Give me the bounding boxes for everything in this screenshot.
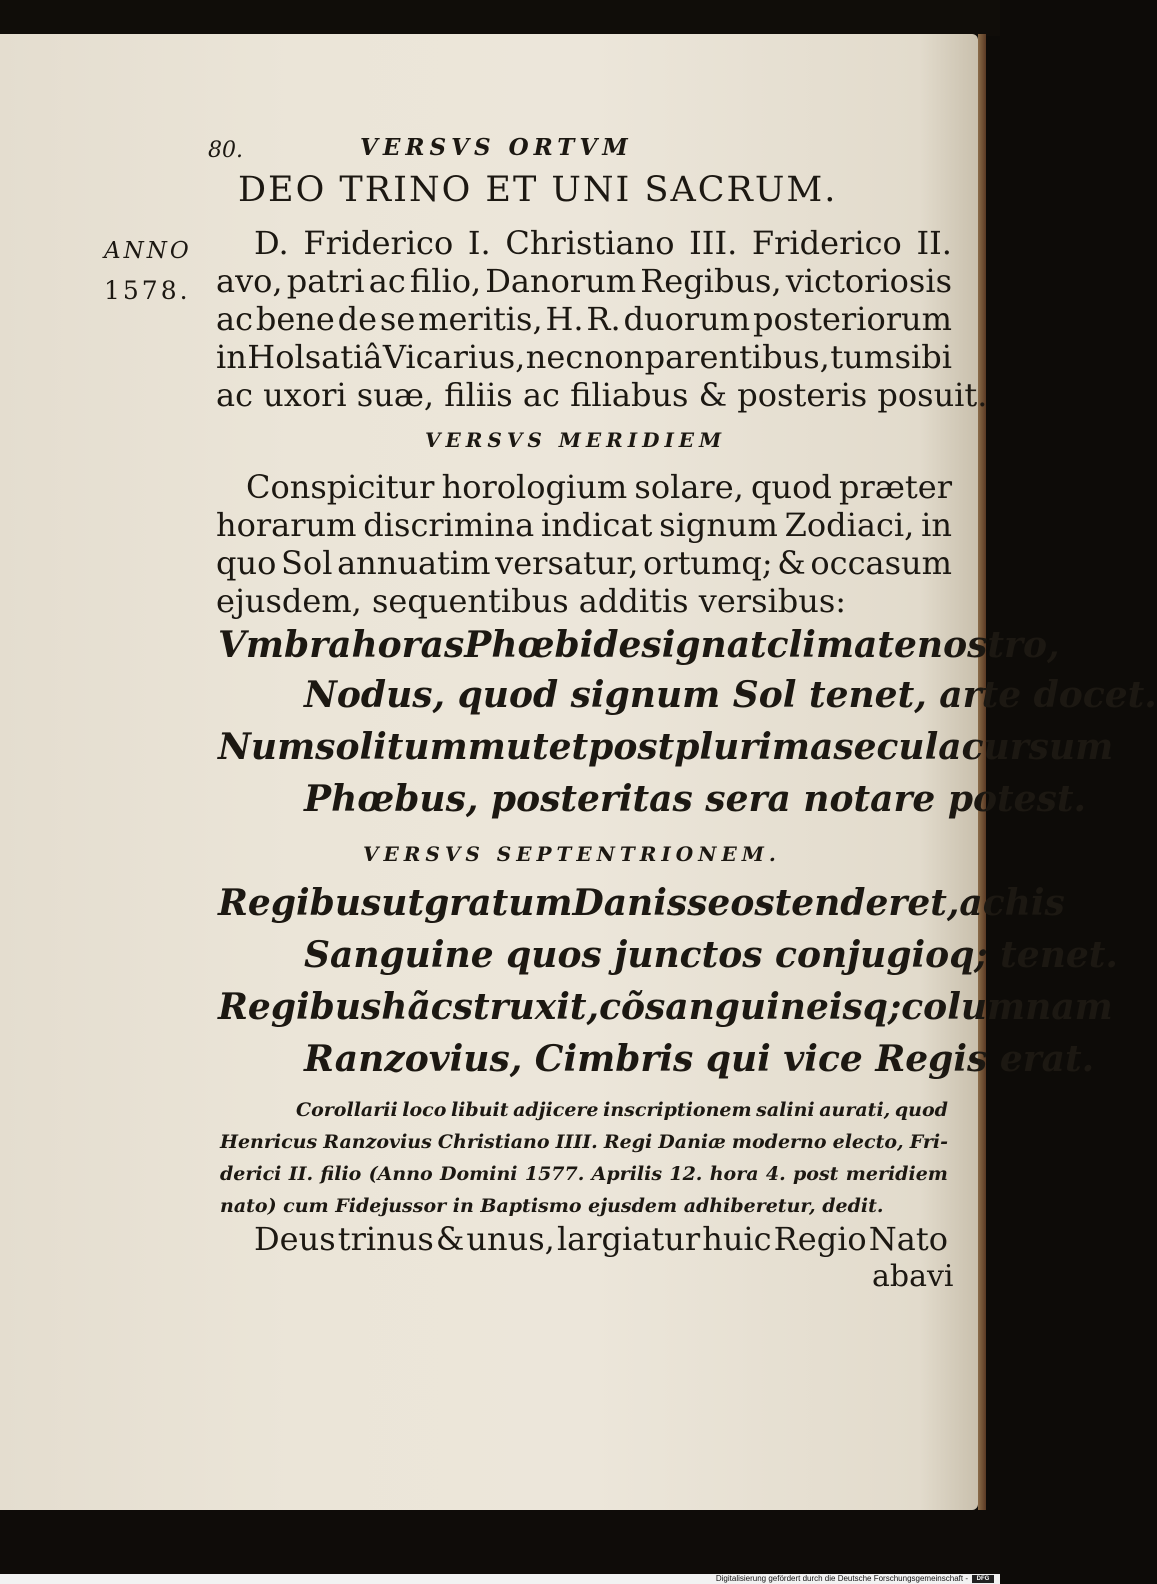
word: Nato [868, 1220, 948, 1258]
word: patri [286, 262, 365, 300]
word: discrimina [363, 506, 535, 544]
word: se [379, 300, 416, 338]
word: struxit, [452, 986, 600, 1028]
word: salini [756, 1099, 815, 1121]
word: derici [220, 1163, 282, 1185]
inscription-line [216, 338, 952, 376]
word: Friderico [751, 224, 902, 262]
word: D. [254, 224, 289, 262]
word: R. [586, 300, 621, 338]
word: II. [916, 224, 952, 262]
word: aurati, [819, 1099, 891, 1121]
word: quod [894, 1099, 948, 1121]
verse-line: Sanguine quos junctos conjugioq; tenet. [304, 934, 1118, 976]
word: duorum [623, 300, 751, 338]
word: ut [381, 882, 425, 924]
word: quo [216, 544, 277, 582]
word: & [777, 544, 806, 582]
word: quod [751, 468, 832, 506]
word: Danorum [485, 262, 637, 300]
word: ortumq; [643, 544, 773, 582]
word: loco [402, 1099, 447, 1121]
word: meritis, [418, 300, 543, 338]
footer-credit: Digitalisierung gefördert durch die Deutsche Forschungsgemeinschaft - [715, 1574, 968, 1583]
word: solare, [634, 468, 744, 506]
word: Aprilis [591, 1163, 663, 1185]
verse-line [218, 726, 1114, 768]
word: Sol [281, 544, 333, 582]
verse-line: Nodus, quod signum Sol tenet, arte docet. [304, 674, 1157, 716]
inscription-line [216, 300, 952, 338]
word: Regibus, [640, 262, 782, 300]
word: Daniæ [658, 1131, 726, 1153]
word: huic [702, 1220, 772, 1258]
word: III. [689, 224, 738, 262]
word: in [921, 506, 952, 544]
word: se [687, 882, 731, 924]
inscription-line [254, 224, 952, 262]
verse-line [218, 882, 1065, 924]
word: occasum [810, 544, 952, 582]
word: præter [839, 468, 952, 506]
word: solitum [315, 726, 468, 768]
note-line [220, 1158, 948, 1190]
word: bene [255, 300, 335, 338]
body-line [216, 544, 952, 582]
word: Ranzovius [323, 1131, 432, 1153]
word: Phœbi [464, 624, 594, 666]
word: designat [593, 624, 767, 666]
word: ostenderet, [730, 882, 960, 924]
word: Zodiaci, [784, 506, 915, 544]
word: & [435, 1220, 465, 1258]
word: Num [218, 726, 316, 768]
page-number: 80. [208, 138, 243, 163]
word: meridiem [845, 1163, 948, 1185]
word: filio [320, 1163, 362, 1185]
word: 4. [765, 1163, 786, 1185]
inscription-line [216, 262, 952, 300]
page-edge [978, 34, 986, 1510]
word: Henricus [220, 1131, 318, 1153]
word: Conspicitur [246, 468, 435, 506]
word: versatur, [495, 544, 639, 582]
word: ac [368, 262, 406, 300]
word: hãc [381, 986, 453, 1028]
running-head: VERSVS ORTVM [360, 134, 633, 161]
word: moderno [731, 1131, 827, 1153]
word: indicat [540, 506, 653, 544]
word: avo, [216, 262, 283, 300]
word: horas [351, 624, 465, 666]
word: H. [545, 300, 584, 338]
word: tum [830, 338, 895, 376]
word: nec [525, 338, 584, 376]
word: cursum [961, 726, 1114, 768]
word: unus, [466, 1220, 555, 1258]
word: horologium [441, 468, 628, 506]
word: Friderico [303, 224, 454, 262]
word: mutet [467, 726, 589, 768]
body-line [246, 468, 952, 506]
word: Christiano [437, 1131, 550, 1153]
word: Holsatiâ [247, 338, 383, 376]
word: plurima [674, 726, 834, 768]
scan-top-border [0, 0, 1000, 36]
word: columnam [901, 986, 1113, 1028]
catchword: abavi [872, 1259, 954, 1294]
word: filio, [409, 262, 482, 300]
verse-line: Ranzovius, Cimbris qui vice Regis erat. [304, 1038, 1095, 1080]
body-line: ejusdem, sequentibus additis versibus: [216, 582, 847, 620]
word: non [583, 338, 645, 376]
closing-line [254, 1220, 948, 1258]
note-line: nato) cum Fidejussor in Baptismo ejusdem adhiberetur, dedit. [220, 1195, 884, 1217]
note-line [296, 1094, 948, 1126]
word: gratum [424, 882, 573, 924]
word: Regibus [218, 882, 382, 924]
word: IIII. [555, 1131, 598, 1153]
word: climate [766, 624, 917, 666]
word: Regibus [218, 986, 382, 1028]
word: annuatim [337, 544, 491, 582]
scan-bottom-border [0, 1510, 1000, 1574]
word: de [337, 300, 378, 338]
word: trinus [337, 1220, 434, 1258]
word: sibi [894, 338, 952, 376]
inscription-line: ac uxori suæ, filiis ac filiabus & posteris posuit. [216, 376, 988, 414]
word: Corollarii [296, 1099, 398, 1121]
word: in [216, 338, 247, 376]
word: cõsanguineisq; [599, 986, 902, 1028]
word: largiatur [556, 1220, 701, 1258]
word: post [588, 726, 675, 768]
word: nostro, [916, 624, 1060, 666]
verse-line [218, 986, 1113, 1028]
word: inscriptionem [603, 1099, 752, 1121]
verse-line: Phœbus, posteritas sera notare potest. [304, 778, 1086, 820]
margin-note-year: 1578. [104, 276, 191, 305]
note-line [220, 1126, 948, 1158]
body-line [216, 506, 952, 544]
word: electo, [832, 1131, 904, 1153]
word: Danis [572, 882, 688, 924]
word: (Anno [368, 1163, 433, 1185]
word: I. [467, 224, 491, 262]
word: ac [216, 300, 253, 338]
word: Domini [440, 1163, 518, 1185]
word: Fri- [909, 1131, 948, 1153]
word: adjicere [513, 1099, 599, 1121]
word: 12. [669, 1163, 703, 1185]
word: secula [833, 726, 962, 768]
word: 1577. [524, 1163, 585, 1185]
word: horarum [216, 506, 357, 544]
dfg-logo: DFG [972, 1575, 994, 1583]
word: Christiano [505, 224, 675, 262]
word: hora [709, 1163, 759, 1185]
section-heading-meridiem: VERSVS MERIDIEM [425, 428, 727, 452]
word: signum [659, 506, 778, 544]
word: his [1004, 882, 1065, 924]
verse-line [218, 624, 1060, 666]
word: II. [288, 1163, 314, 1185]
word: Regi [603, 1131, 653, 1153]
word: ac [959, 882, 1005, 924]
section-heading-septentrionem: VERSVS SEPTENTRIONEM. [363, 842, 781, 866]
word: Deus [254, 1220, 336, 1258]
word: libuit [450, 1099, 509, 1121]
word: Vmbra [218, 624, 352, 666]
page-title: DEO TRINO ET UNI SACRUM. [238, 170, 838, 210]
word: Vicarius, [382, 338, 526, 376]
word: victoriosis [785, 262, 952, 300]
word: posteriorum [752, 300, 952, 338]
word: post [793, 1163, 839, 1185]
word: parentibus, [644, 338, 830, 376]
margin-note-anno: ANNO [104, 238, 192, 264]
word: Regio [773, 1220, 867, 1258]
